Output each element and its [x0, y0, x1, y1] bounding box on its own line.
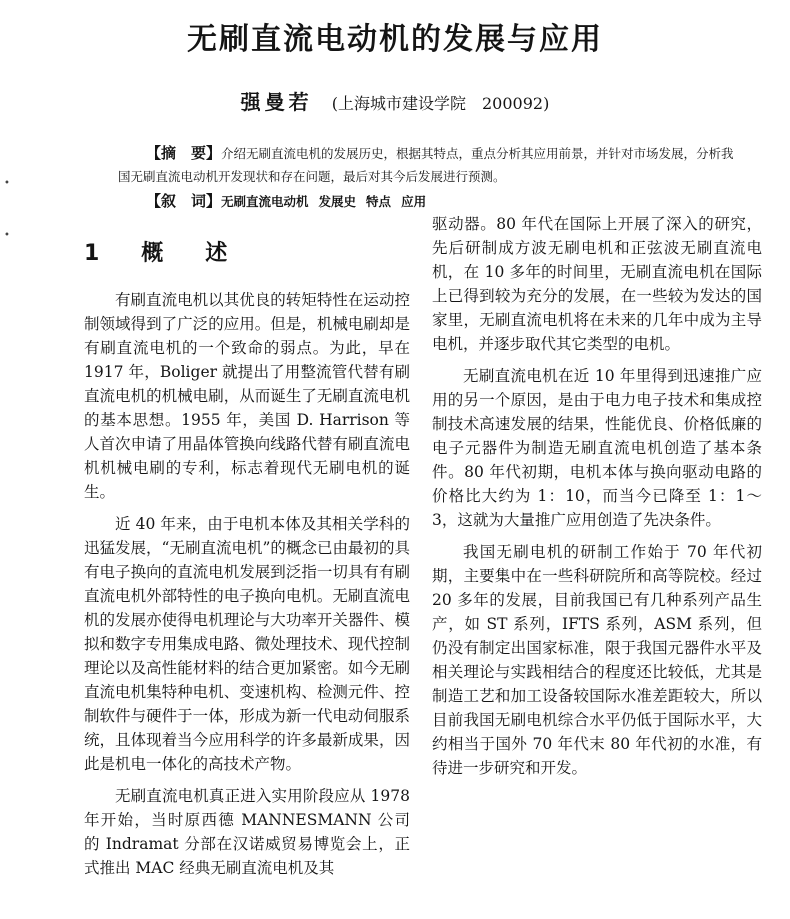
keyword-item: 无刷直流电动机	[221, 194, 309, 209]
paragraph: 无刷直流电机在近 10 年里得到迅速推广应用的另一个原因，是由于电力电子技术和集成控制技术高速发展的结果，性能优良、价格低廉的电子元器件为制造无刷直流电机创造了基本条件。80 年代初期，电机本体与换向驱动电路的价格比大约为 1：10，而当今已降至 1：1～3，这就为大量推广应用创造了先决条件。	[432, 367, 762, 529]
keywords-label: 【叙 词】	[146, 192, 222, 210]
left-column	[84, 288, 410, 888]
paragraph: 无刷直流电机真正进入实用阶段应从 1978 年开始，当时原西德 MANNESMANN 公司的 Indramat 分部在汉诺威贸易博览会上，正式推出 MAC 经典无刷直流电机及其	[84, 787, 410, 877]
abstract	[118, 142, 738, 188]
right-column	[432, 212, 762, 788]
abstract-label: 【摘 要】	[146, 144, 222, 162]
scan-mark: •	[4, 178, 10, 189]
paragraph: 我国无刷电机的研制工作始于 70 年代初期，主要集中在一些科研院所和高等院校。经过 20 多年的发展，目前我国已有几种系列产品生产，如 ST 系列，IFTS 系列，ASM 系列，但仍没有制定出国家标准，限于我国元器件水平及相关理论与实践相结合的程度还比较低，尤其是制造工艺和加工设备较国际水准差距较大，所以目前我国无刷电机综合水平仍低于国际水平，大约相当于国外 70 年代末 80 年代初的水准，有待进一步研究和开发。	[432, 543, 762, 777]
scan-mark: •	[4, 230, 10, 241]
author-affiliation: (上海城市建设学院 200092)	[331, 94, 550, 113]
paragraph: 有刷直流电机以其优良的转矩特性在运动控制领域得到了广泛的应用。但是，机械电刷却是有刷直流电机的一个致命的弱点。为此，早在 1917 年，Boliger 就提出了用整流管代替有刷直流电机的机械电刷，从而诞生了无刷直流电机的基本思想。1955 年，美国 D. Harrison 等人首次申请了用晶体管换向线路代替有刷直流电机机械电刷的专利，标志着现代无刷电机的诞生。	[84, 291, 410, 501]
keyword-item: 特点	[366, 194, 392, 209]
keyword-item: 应用	[401, 194, 427, 209]
author-line	[0, 86, 790, 115]
paragraph: 驱动器。80 年代在国际上开展了深入的研究，先后研制成方波无刷电机和正弦波无刷直流电机，在 10 多年的时间里，无刷直流电机在国际上已得到较为充分的发展，在一些较为发达的国家里，无刷直流电机将在未来的几年中成为主导电机，并逐步取代其它类型的电机。	[432, 215, 762, 353]
abstract-text: 介绍无刷直流电机的发展历史，根据其特点，重点分析其应用前景，并针对市场发展，分析我国无刷直流电动机开发现状和存在问题，最后对其今后发展进行预测。	[118, 146, 734, 184]
keywords	[118, 190, 738, 213]
page-title: 无刷直流电动机的发展与应用	[187, 22, 603, 57]
section-heading: 1 概 述	[84, 241, 238, 266]
author-name: 强曼若	[240, 90, 313, 114]
paragraph: 近 40 年来，由于电机本体及其相关学科的迅猛发展，“无刷直流电机”的概念已由最初的具有电子换向的直流电机发展到泛指一切具有有刷直流电机外部特性的电子换向电机。无刷直流电机的发展亦使得电机理论与大功率开关器件、模拟和数字专用集成电路、微处理技术、现代控制理论以及高性能材料的结合更加紧密。如今无刷直流电机集特种电机、变速机构、检测元件、控制软件与硬件于一体，形成为新一代电动伺服系统，且体现着当今应用科学的许多最新成果，因此是机电一体化的高技术产物。	[84, 515, 410, 773]
keyword-item: 发展史	[318, 194, 357, 209]
